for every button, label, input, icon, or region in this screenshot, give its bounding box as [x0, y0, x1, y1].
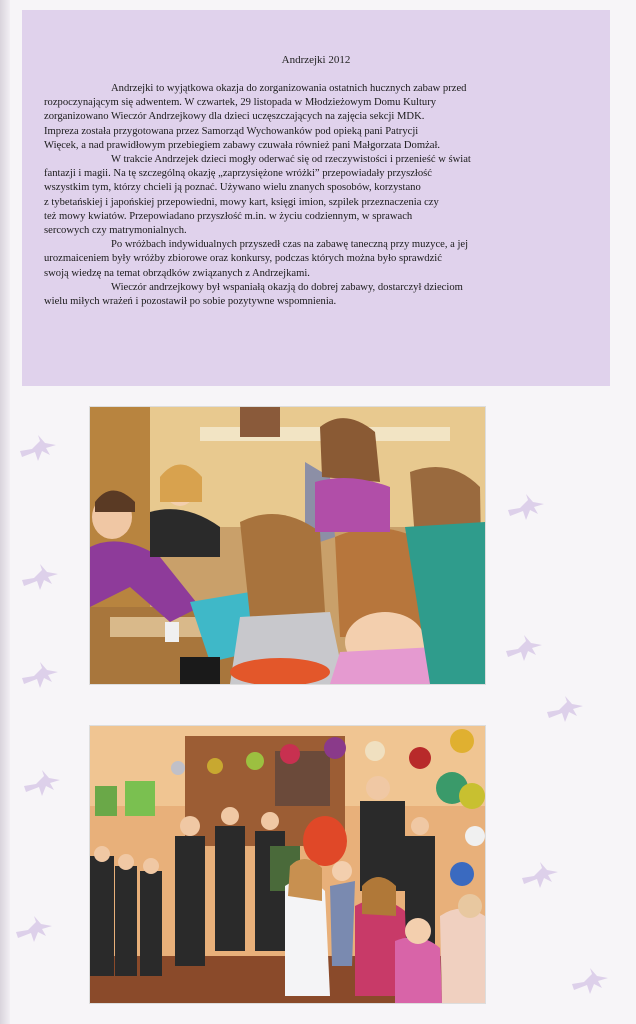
witch-icon	[570, 966, 610, 998]
text-line: Wieczór andrzejkowy był wspaniałą okazją do dobrej zabawy, dostarczył dzieciom	[111, 281, 463, 293]
text-line: swoją wiedzę na temat obrządków związanych z Andrzejkami.	[44, 267, 310, 279]
witch-icon	[520, 860, 560, 892]
text-line: zorganizowano Wieczór Andrzejkowy dla dzieci uczęszczających na zajęcia sekcji MDK.	[44, 111, 425, 123]
article-body	[44, 82, 582, 309]
text-line: wszystkim tym, którzy chcieli ją poznać. Używano wielu znanych sposobów, korzystano	[44, 182, 421, 194]
article-panel	[22, 10, 610, 386]
witch-icon	[504, 633, 544, 665]
text-line: urozmaiceniem były wróżby zbiorowe oraz konkursy, podczas których można było sprawdzić	[44, 253, 442, 265]
witch-icon	[22, 768, 62, 800]
text-line: rozpoczynającym się adwentem. W czwartek, 29 listopada w Młodzieżowym Domu Kultury	[44, 97, 437, 109]
witch-icon	[506, 492, 546, 524]
text-line: Więcek, a nad prawidłowym przebiegiem zabawy czuwała również pani Małgorzata Domżał.	[44, 139, 441, 151]
witch-icon	[20, 562, 60, 594]
text-line: sercowych czy matrymonialnych.	[44, 225, 187, 237]
witch-icon	[14, 914, 54, 946]
text-line: Impreza została przygotowana przez Samorząd Wychowanków pod opieką pani Patrycji	[44, 125, 419, 137]
text-line: W trakcie Andrzejek dzieci mogły oderwać się od rzeczywistości i przenieść w świat	[111, 154, 471, 166]
witch-icon	[545, 694, 585, 726]
children-fortune-telling-photo	[90, 407, 485, 684]
text-line: wielu miłych wrażeń i pozostawił po sobie pozytywne wspomnienia.	[44, 296, 337, 308]
witch-icon	[18, 433, 58, 465]
text-line: fantazji i magii. Na tę szczególną okazję „zaprzysiężone wróżki” przepowiadały przyszłość	[44, 168, 432, 180]
witch-icon	[20, 660, 60, 692]
page-binding-edge	[0, 0, 10, 1024]
text-line: Andrzejki to wyjątkowa okazja do zorganizowania ostatnich hucznych zabaw przed	[111, 83, 467, 94]
children-dance-party-photo	[90, 726, 485, 1003]
text-line: z tybetańskiej i japońskiej przepowiedni, mowy kart, księgi imion, szpilek przeznaczenia czy	[44, 196, 439, 208]
article-title: Andrzejki 2012	[281, 54, 351, 66]
text-line: też mowy kwiatów. Przepowiadano przyszłość m.in. w życiu codziennym, w sprawach	[44, 210, 413, 222]
text-line: Po wróżbach indywidualnych przyszedł czas na zabawę taneczną przy muzyce, a jej	[111, 239, 469, 251]
